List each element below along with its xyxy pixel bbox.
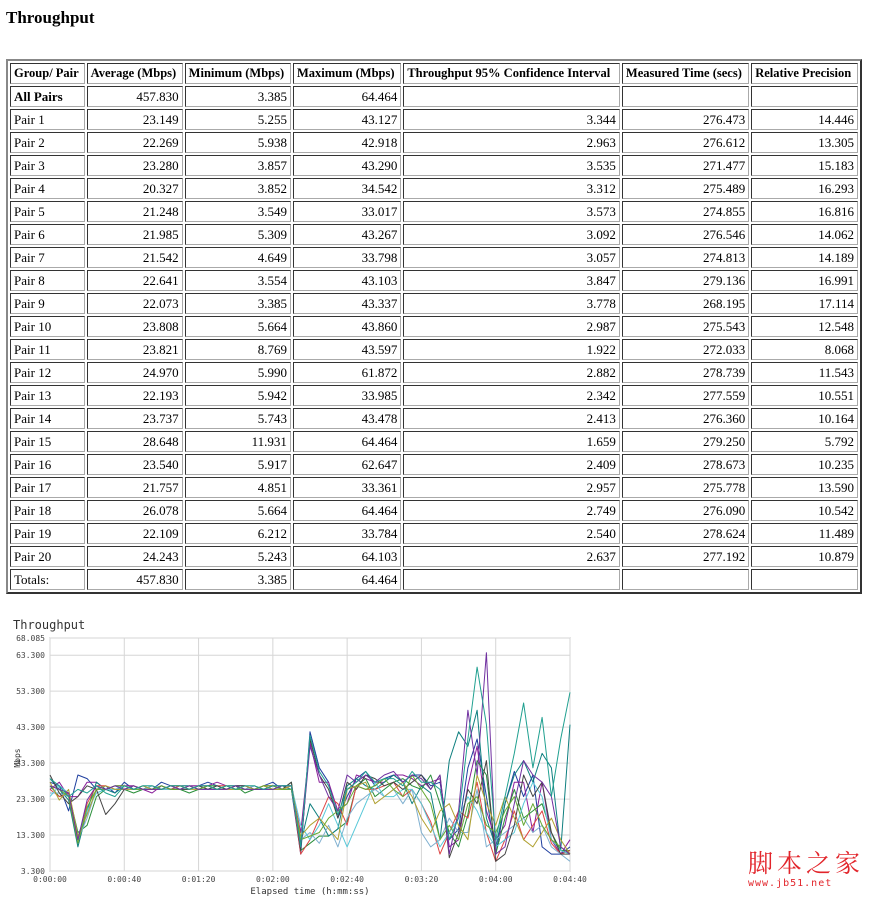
cell-value: 43.337 — [293, 293, 401, 314]
cell-value: 15.183 — [751, 155, 858, 176]
cell-pair-name: Pair 3 — [10, 155, 85, 176]
col-header-average: Average (Mbps) — [87, 63, 183, 84]
cell-value: 2.637 — [403, 546, 620, 567]
cell-value: 22.073 — [87, 293, 183, 314]
cell-value: 42.918 — [293, 132, 401, 153]
cell-value: 5.938 — [185, 132, 291, 153]
x-tick-label: 0:00:00 — [33, 875, 67, 884]
cell-value: 23.540 — [87, 454, 183, 475]
cell-value: 64.464 — [293, 86, 401, 107]
cell-value: 22.109 — [87, 523, 183, 544]
cell-value: 21.542 — [87, 247, 183, 268]
cell-value: 1.922 — [403, 339, 620, 360]
cell-pair-name: All Pairs — [10, 86, 85, 107]
cell-value: 4.851 — [185, 477, 291, 498]
cell-value: 43.860 — [293, 316, 401, 337]
cell-value: 23.821 — [87, 339, 183, 360]
y-tick-label: 68.085 — [16, 634, 45, 643]
cell-value: 5.743 — [185, 408, 291, 429]
cell-value: 14.446 — [751, 109, 858, 130]
table-row-all-pairs — [10, 86, 858, 107]
cell-value: 278.624 — [622, 523, 749, 544]
cell-value: 276.546 — [622, 224, 749, 245]
y-tick-label: 3.300 — [20, 867, 45, 876]
cell-value: 275.778 — [622, 477, 749, 498]
y-tick-label: 43.300 — [16, 723, 45, 733]
cell-value: 2.342 — [403, 385, 620, 406]
watermark-url: www.jb51.net — [748, 878, 833, 889]
x-tick-label: 0:03:20 — [404, 875, 439, 884]
col-header-relative-precision: Relative Precision — [751, 63, 858, 84]
cell-value: 5.664 — [185, 316, 291, 337]
cell-value: 23.280 — [87, 155, 183, 176]
cell-value: 43.290 — [293, 155, 401, 176]
y-axis-label: Mbps — [13, 748, 22, 768]
cell-value: 33.361 — [293, 477, 401, 498]
table-row — [10, 500, 858, 521]
cell-value: 64.464 — [293, 500, 401, 521]
cell-value: 3.549 — [185, 201, 291, 222]
x-tick-label: 0:00:40 — [107, 875, 142, 884]
col-header-group-pair: Group/ Pair — [10, 63, 85, 84]
cell-pair-name: Pair 2 — [10, 132, 85, 153]
table-row — [10, 270, 858, 291]
x-tick-label: 0:02:00 — [255, 875, 290, 884]
y-tick-label: 23.300 — [16, 795, 45, 805]
table-header-row — [10, 63, 858, 84]
table-row-totals — [10, 569, 858, 590]
cell-value: 275.489 — [622, 178, 749, 199]
cell-value: 34.542 — [293, 178, 401, 199]
cell-value: 276.612 — [622, 132, 749, 153]
table-row — [10, 247, 858, 268]
cell-pair-name: Pair 6 — [10, 224, 85, 245]
cell-pair-name: Pair 12 — [10, 362, 85, 383]
cell-value: 1.659 — [403, 431, 620, 452]
cell-pair-name: Pair 19 — [10, 523, 85, 544]
cell-value: 2.882 — [403, 362, 620, 383]
table-row — [10, 178, 858, 199]
cell-value: 2.963 — [403, 132, 620, 153]
y-tick-label: 63.300 — [16, 651, 45, 661]
y-tick-label: 33.300 — [16, 759, 45, 769]
x-tick-label: 0:04:00 — [478, 875, 513, 884]
x-tick-label: 0:04:40 — [553, 875, 587, 884]
table-row — [10, 155, 858, 176]
table-row — [10, 523, 858, 544]
cell-value: 14.189 — [751, 247, 858, 268]
cell-value: 22.193 — [87, 385, 183, 406]
cell-value: 22.269 — [87, 132, 183, 153]
cell-value: 279.250 — [622, 431, 749, 452]
table-row — [10, 293, 858, 314]
cell-pair-name: Pair 16 — [10, 454, 85, 475]
cell-value: 22.641 — [87, 270, 183, 291]
cell-value: 17.114 — [751, 293, 858, 314]
cell-value: 3.344 — [403, 109, 620, 130]
cell-value: 62.647 — [293, 454, 401, 475]
cell-pair-name: Pair 7 — [10, 247, 85, 268]
cell-value: 64.464 — [293, 569, 401, 590]
throughput-chart — [0, 610, 600, 900]
cell-value: 276.473 — [622, 109, 749, 130]
cell-pair-name: Pair 11 — [10, 339, 85, 360]
cell-value: 10.164 — [751, 408, 858, 429]
watermark-title: 脚本之家 — [748, 849, 865, 878]
cell-value: 3.847 — [403, 270, 620, 291]
cell-value: 277.559 — [622, 385, 749, 406]
table-row — [10, 385, 858, 406]
cell-value: 279.136 — [622, 270, 749, 291]
cell-value: 6.212 — [185, 523, 291, 544]
cell-value — [403, 569, 620, 590]
cell-value: 43.478 — [293, 408, 401, 429]
cell-value: 64.103 — [293, 546, 401, 567]
cell-pair-name: Pair 8 — [10, 270, 85, 291]
page-title: Throughput — [6, 8, 95, 27]
cell-value: 23.737 — [87, 408, 183, 429]
table-row — [10, 339, 858, 360]
col-header-confidence-interval: Throughput 95% Confidence Interval — [403, 63, 620, 84]
cell-value: 2.409 — [403, 454, 620, 475]
cell-value: 3.778 — [403, 293, 620, 314]
cell-value: 33.985 — [293, 385, 401, 406]
col-header-maximum: Maximum (Mbps) — [293, 63, 401, 84]
table-row — [10, 431, 858, 452]
table-row — [10, 316, 858, 337]
cell-value: 5.309 — [185, 224, 291, 245]
y-tick-label: 53.300 — [16, 687, 45, 697]
cell-value: 16.816 — [751, 201, 858, 222]
cell-value: 16.293 — [751, 178, 858, 199]
cell-pair-name: Pair 14 — [10, 408, 85, 429]
cell-value: 21.757 — [87, 477, 183, 498]
cell-value: 61.872 — [293, 362, 401, 383]
throughput-table — [6, 59, 862, 594]
cell-value: 13.590 — [751, 477, 858, 498]
cell-value: 12.548 — [751, 316, 858, 337]
cell-value: 275.543 — [622, 316, 749, 337]
cell-value: 3.852 — [185, 178, 291, 199]
cell-value: 14.062 — [751, 224, 858, 245]
x-tick-label: 0:02:40 — [330, 875, 365, 884]
table-row — [10, 546, 858, 567]
cell-value: 20.327 — [87, 178, 183, 199]
cell-value: 8.068 — [751, 339, 858, 360]
cell-value: 33.017 — [293, 201, 401, 222]
table-body — [10, 86, 858, 590]
cell-value: 2.987 — [403, 316, 620, 337]
cell-pair-name: Pair 1 — [10, 109, 85, 130]
cell-value: 33.784 — [293, 523, 401, 544]
cell-value: 3.573 — [403, 201, 620, 222]
cell-value: 11.489 — [751, 523, 858, 544]
cell-value — [751, 86, 858, 107]
table-row — [10, 454, 858, 475]
cell-value: 3.057 — [403, 247, 620, 268]
col-header-measured-time: Measured Time (secs) — [622, 63, 749, 84]
cell-value: 276.360 — [622, 408, 749, 429]
table-row — [10, 477, 858, 498]
cell-value: 5.917 — [185, 454, 291, 475]
cell-value: 3.385 — [185, 569, 291, 590]
cell-value: 5.255 — [185, 109, 291, 130]
cell-value: 43.103 — [293, 270, 401, 291]
cell-value: 3.535 — [403, 155, 620, 176]
chart-svg — [0, 610, 600, 900]
cell-value: 23.808 — [87, 316, 183, 337]
cell-value: 272.033 — [622, 339, 749, 360]
cell-value: 3.385 — [185, 86, 291, 107]
cell-value: 28.648 — [87, 431, 183, 452]
cell-value: 11.931 — [185, 431, 291, 452]
cell-value: 11.543 — [751, 362, 858, 383]
cell-pair-name: Pair 13 — [10, 385, 85, 406]
table-row — [10, 408, 858, 429]
cell-pair-name: Pair 18 — [10, 500, 85, 521]
cell-value: 10.551 — [751, 385, 858, 406]
cell-value: 8.769 — [185, 339, 291, 360]
cell-value: 10.542 — [751, 500, 858, 521]
cell-value: 21.248 — [87, 201, 183, 222]
cell-pair-name: Pair 15 — [10, 431, 85, 452]
cell-value: 5.664 — [185, 500, 291, 521]
cell-value: 271.477 — [622, 155, 749, 176]
cell-pair-name: Pair 4 — [10, 178, 85, 199]
cell-value: 457.830 — [87, 569, 183, 590]
cell-pair-name: Totals: — [10, 569, 85, 590]
cell-pair-name: Pair 9 — [10, 293, 85, 314]
table-row — [10, 201, 858, 222]
cell-value — [403, 86, 620, 107]
cell-value: 13.305 — [751, 132, 858, 153]
cell-value: 3.312 — [403, 178, 620, 199]
cell-value: 5.942 — [185, 385, 291, 406]
cell-value: 43.267 — [293, 224, 401, 245]
cell-value: 278.673 — [622, 454, 749, 475]
cell-value: 274.813 — [622, 247, 749, 268]
table-row — [10, 362, 858, 383]
cell-value: 5.990 — [185, 362, 291, 383]
cell-value: 43.127 — [293, 109, 401, 130]
cell-value: 43.597 — [293, 339, 401, 360]
chart-title: Throughput — [13, 618, 86, 632]
watermark-logo — [748, 850, 870, 895]
cell-value: 21.985 — [87, 224, 183, 245]
cell-value: 26.078 — [87, 500, 183, 521]
x-tick-label: 0:01:20 — [181, 875, 216, 884]
table-row — [10, 132, 858, 153]
cell-value: 457.830 — [87, 86, 183, 107]
cell-value: 268.195 — [622, 293, 749, 314]
cell-value: 10.879 — [751, 546, 858, 567]
cell-value: 3.092 — [403, 224, 620, 245]
cell-value: 2.413 — [403, 408, 620, 429]
cell-value: 3.385 — [185, 293, 291, 314]
x-axis-label: Elapsed time (h:mm:ss) — [250, 887, 370, 897]
cell-value: 24.970 — [87, 362, 183, 383]
cell-value: 16.991 — [751, 270, 858, 291]
cell-value — [751, 569, 858, 590]
cell-pair-name: Pair 17 — [10, 477, 85, 498]
cell-pair-name: Pair 20 — [10, 546, 85, 567]
cell-pair-name: Pair 10 — [10, 316, 85, 337]
y-tick-label: 13.300 — [16, 831, 45, 841]
cell-value: 274.855 — [622, 201, 749, 222]
cell-pair-name: Pair 5 — [10, 201, 85, 222]
cell-value: 24.243 — [87, 546, 183, 567]
cell-value: 4.649 — [185, 247, 291, 268]
cell-value: 10.235 — [751, 454, 858, 475]
cell-value: 277.192 — [622, 546, 749, 567]
col-header-minimum: Minimum (Mbps) — [185, 63, 291, 84]
cell-value: 5.243 — [185, 546, 291, 567]
cell-value: 33.798 — [293, 247, 401, 268]
cell-value: 5.792 — [751, 431, 858, 452]
cell-value: 23.149 — [87, 109, 183, 130]
cell-value: 64.464 — [293, 431, 401, 452]
cell-value — [622, 569, 749, 590]
cell-value: 2.749 — [403, 500, 620, 521]
cell-value: 278.739 — [622, 362, 749, 383]
cell-value: 276.090 — [622, 500, 749, 521]
cell-value: 3.554 — [185, 270, 291, 291]
cell-value: 2.957 — [403, 477, 620, 498]
table-row — [10, 224, 858, 245]
cell-value: 2.540 — [403, 523, 620, 544]
cell-value — [622, 86, 749, 107]
table-row — [10, 109, 858, 130]
cell-value: 3.857 — [185, 155, 291, 176]
